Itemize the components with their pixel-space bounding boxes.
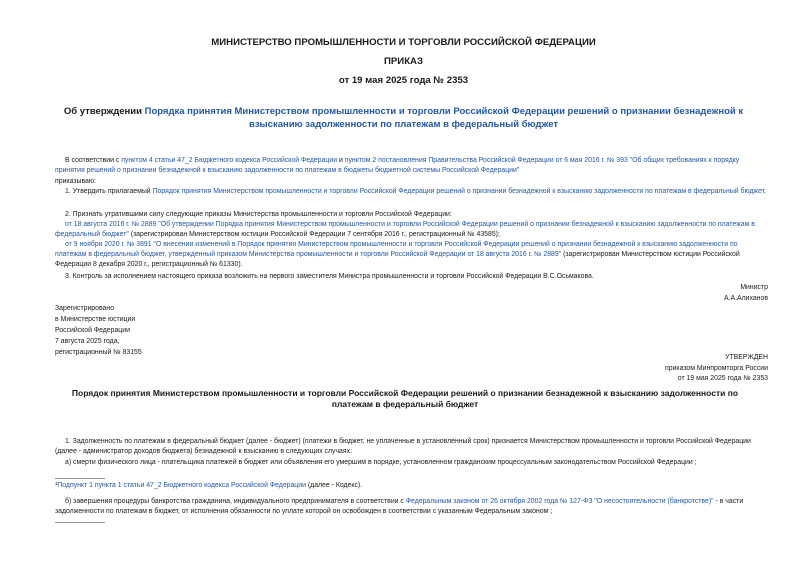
approval-line-1: УТВЕРЖДЕН [725,354,768,361]
signature-position: Министр [740,284,768,291]
item-1-procedure-link[interactable]: Порядок принятия Министерством промышленности и торговли Российской Федерации решений о признании безнадежной к взысканию задолженности по платежам в федеральный бюджет [152,188,765,195]
government-decree-link[interactable]: пунктом 2 постановления Правительства Российской Федерации от 6 мая 2016 г. № 393 "Об общих требованиях к порядку принятия решений о признании безнадежной к взысканию задолженности по платежам в бюджеты бюджетной системы Российской Федерации" [55,157,740,174]
footnote-link[interactable]: Подпункт 1 пункта 1 статьи 47_2 Бюджетного кодекса Российской Федерации [57,482,306,489]
ordering-word: приказываю: [55,178,96,185]
title-procedure-link[interactable]: Порядка принятия Министерством промышленности и торговли Российской Федерации решений о признании безнадежной к взысканию задолженности по платежам в федеральный бюджет [144,106,744,130]
document-type: ПРИКАЗ [384,56,423,67]
item-2-order-a [55,220,770,240]
registration-line-2: в Министерстве юстиции [55,316,136,323]
registration-line-3: Российской Федерации [55,327,130,334]
procedure-title: Порядок принятия Министерством промышленности и торговли Российской Федерации решений о признании безнадежной к взысканию задолженности по платежам в федеральный бюджет [71,388,739,409]
footnote-separator-2 [55,522,105,523]
footnote-marker: ¹ [55,482,58,489]
item-1-text: 1. Утвердить прилагаемый [65,188,153,195]
order-3891-registration: (зарегистрирован Министерством юстиции Российской Федерации 8 декабря 2020 г., регистрационный № 61330). [55,250,740,268]
procedure-item-1a: а) смерти физического лица - плательщика платежей в бюджет или объявления его умершим в порядке, установленном гражданским процессуальным законодательством Российской Федерации ; [65,459,697,466]
preamble-paragraph [55,156,770,176]
preamble-text-1: В соответствии с [65,157,122,164]
signature-name: А.А.Алиханов [724,295,768,302]
approval-line-2: приказом Минпромторга России [665,364,768,372]
item-2-order-b [55,240,770,270]
preamble-text-2: и [337,157,345,164]
document-date-number: от 19 мая 2025 года № 2353 [338,75,469,86]
item-1-paragraph [55,187,770,197]
title-prefix: Об утверждении [63,106,145,117]
order-2889-link[interactable]: от 18 августа 2016 г. № 2889 "Об утверждении Порядка принятия Министерством промышленности и торговли Российской Федерации решений о признании безнадежной к взысканию задолженности по платежам в федеральный бюджет" [55,221,755,238]
item-3-paragraph: 3. Контроль за исполнением настоящего приказа возложить на первого заместителя Министра промышленности и торговли Российской Федерации В.С.Осьмакова. [65,273,594,280]
registration-line-4: 7 августа 2025 года, [55,338,120,345]
item-1b-text-1: б) завершения процедуры банкротства гражданина, индивидуального предпринимателя в соответствии с [65,498,406,505]
registration-block [55,303,275,358]
item-2-intro: 2. Признать утратившими силу следующие приказы Министерства промышленности и торговли Российской Федерации: [65,211,452,218]
budget-code-link[interactable]: пунктом 4 статьи 47_2 Бюджетного кодекса Российской Федерации [121,157,338,164]
procedure-item-1b [55,497,770,517]
bankruptcy-law-link[interactable]: Федеральным законом от 26 октября 2002 года № 127-ФЗ "О несостоятельности (банкротстве)" [405,498,714,505]
document-title [50,106,757,131]
procedure-item-1: 1. Задолженность по платежам в федеральный бюджет (далее - бюджет) (платежи в бюджет, не уплаченные в установленный срок) признается Министерством промышленности и торговли Российской Федерации (далее - администратор доходов бюджета) безнадежной к взысканию в следующих случаях: [55,438,751,455]
registration-line-5: регистрационный № 83155 [55,349,142,356]
approval-block [560,353,768,385]
ministry-name: МИНИСТЕРСТВО ПРОМЫШЛЕННОСТИ И ТОРГОВЛИ РОССИЙСКОЙ ФЕДЕРАЦИИ [211,37,596,48]
order-2889-registration: (зарегистрирован Министерством юстиции Российской Федерации 7 сентября 2016 г., регистрационный № 43585); [128,230,500,238]
footnote-text: (далее - Кодекс). [305,482,363,489]
registration-line-1: Зарегистрировано [55,305,115,312]
footnote-separator [55,478,105,479]
item-1-end: . [764,188,767,195]
item-1b-text-2: - в части задолженности по платежам в бюджет, от исполнения обязанности по уплате которой он освобожден в соответствии с указанным Федеральным законом ; [55,498,744,515]
signature-block [600,282,768,304]
order-3891-link[interactable]: от 9 ноября 2020 г. № 3891 "О внесении изменений в Порядок принятия Министерством промышленности и торговли Российской Федерации решений о признании безнадежной к взысканию задолженности по платежам в федеральный бюджет, утвержденный приказом Министерства промышленности и торговли Российской Федерации от 18 августа 2016 г. № 2889" [55,241,738,258]
approval-line-3: от 19 мая 2025 года № 2353 [677,375,768,382]
footnote [55,481,555,491]
